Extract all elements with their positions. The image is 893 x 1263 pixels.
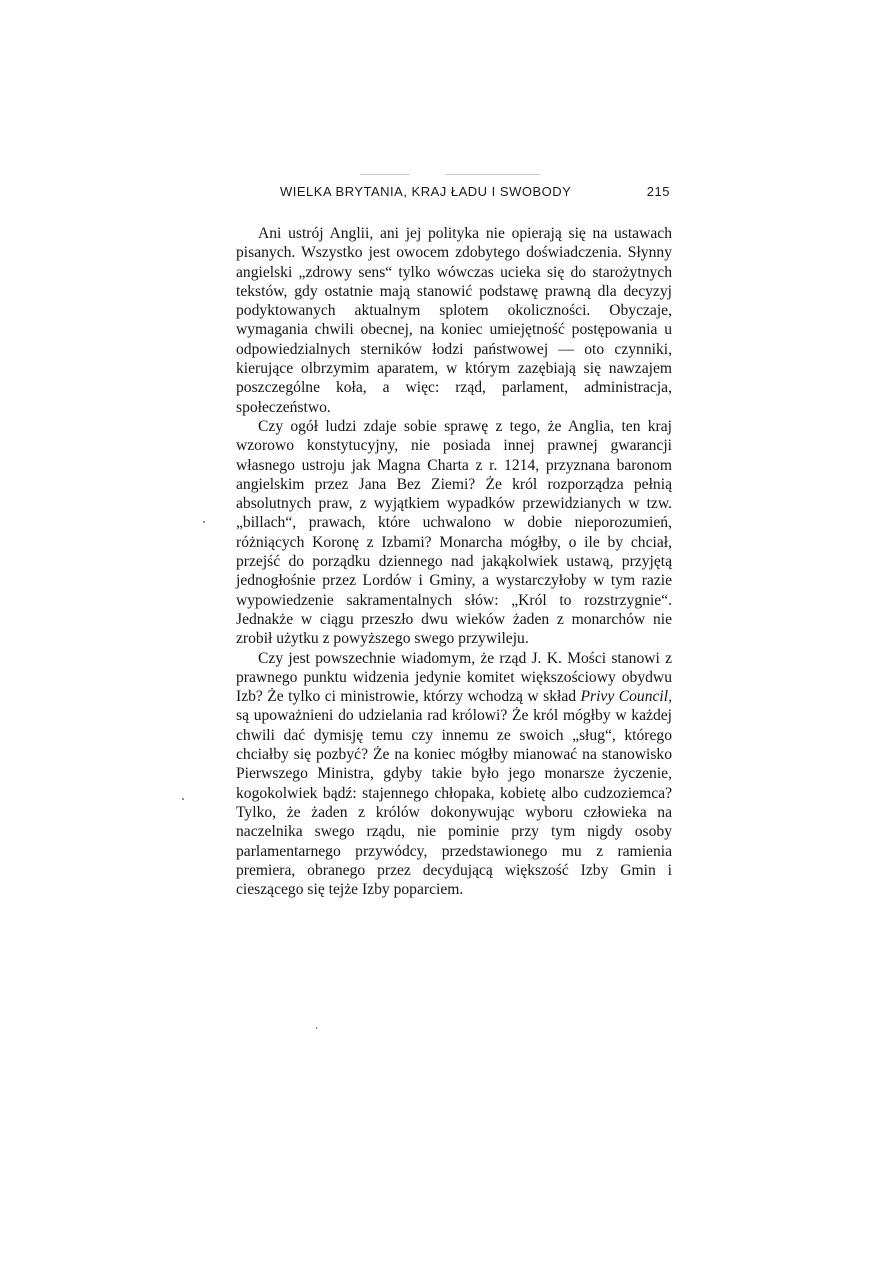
- scan-speck: [316, 1027, 317, 1029]
- scan-speck: [203, 521, 205, 523]
- body-text: [236, 224, 672, 899]
- italic-term: Privy Council,: [580, 688, 672, 706]
- page-number: 215: [646, 184, 670, 199]
- paragraph-text: są upoważnieni do udzielania rad królowi? Że król mógłby w każdej chwili dać dymisję temu czy innemu ze swoich „sług“, którego chciałby się pozbyć? Że na koniec mógłby mianować na stanowisko Pierwszego Ministra, gdyby takie było jego monarsze życzenie, kogokolwiek bądź: stajennego chłopaka, kobietę albo cudzoziemca? Tylko, że żaden z królów dokonywując wyboru człowieka na naczelnika swego rządu, nie pominie przy tym nigdy osoby parlamentarnego przywódcy, przedstawionego mu z ramienia premiera, obranego przez decydującą większość Izby Gmin i cieszącego się tejże Izby poparciem.: [236, 707, 672, 899]
- running-title: WIELKA BRYTANIA, KRAJ ŁADU I SWOBODY: [280, 184, 572, 199]
- scan-speck: [182, 798, 184, 800]
- paragraph-text: Czy jest powszechnie wiadomym, że rząd J. K. Mości stanowi z prawnego punktu widzenia jedynie komitet większościowy obydwu Izb? Że tylko ci ministrowie, którzy wchodzą w skład: [236, 649, 672, 706]
- paragraph: Ani ustrój Anglii, ani jej polityka nie opierają się na ustawach pisanych. Wszystko jest owocem zdobytego doświadczenia. Słynny angielski „zdrowy sens“ tylko wówczas ucieka się do starożytnych tekstów, gdy ostatnie mają stanowić podstawę prawną dla decyzyj podyktowanych aktualnym splotem okoliczności. Obyczaje, wymagania chwili obecnej, na koniec umiejętność postępowania u odpowiedzialnych sterników łodzi państwowej — oto czynniki, kierujące olbrzymim aparatem, w którym zazębiają się nawzajem poszczególne koła, a więc: rząd, parlament, administracja, społeczeństwo.: [236, 225, 672, 416]
- paragraph: [236, 649, 672, 900]
- scan-artifact-line: [445, 174, 540, 175]
- paragraph: Czy ogół ludzi zdaje sobie sprawę z tego, że Anglia, ten kraj wzorowo konstytucyjny, nie posiada innej prawnej gwarancji własnego ustroju jak Magna Charta z r. 1214, przyznana baronom angielskim przez Jana Bez Ziemi? Że król rozporządza pełnią absolutnych praw, z wyjątkiem wypadków przewidzianych w tzw. „billach“, prawach, które uchwalono w dobie nieporozumień, różniących Koronę z Izbami? Monarcha mógłby, o ile by chciał, przejść do porządku dziennego nad jakąkolwiek ustawą, przyjętą jednogłośnie przez Lordów i Gminy, a wystarczyłoby w tym razie wypowiedzenie sakramentalnych słów: „Król to rozstrzygnie“. Jednakże w ciągu przeszło dwu wieków żaden z monarchów nie zrobił użytku z powyższego swego przywileju.: [236, 417, 672, 648]
- scan-artifact-line: [360, 174, 410, 175]
- running-header: [258, 184, 678, 204]
